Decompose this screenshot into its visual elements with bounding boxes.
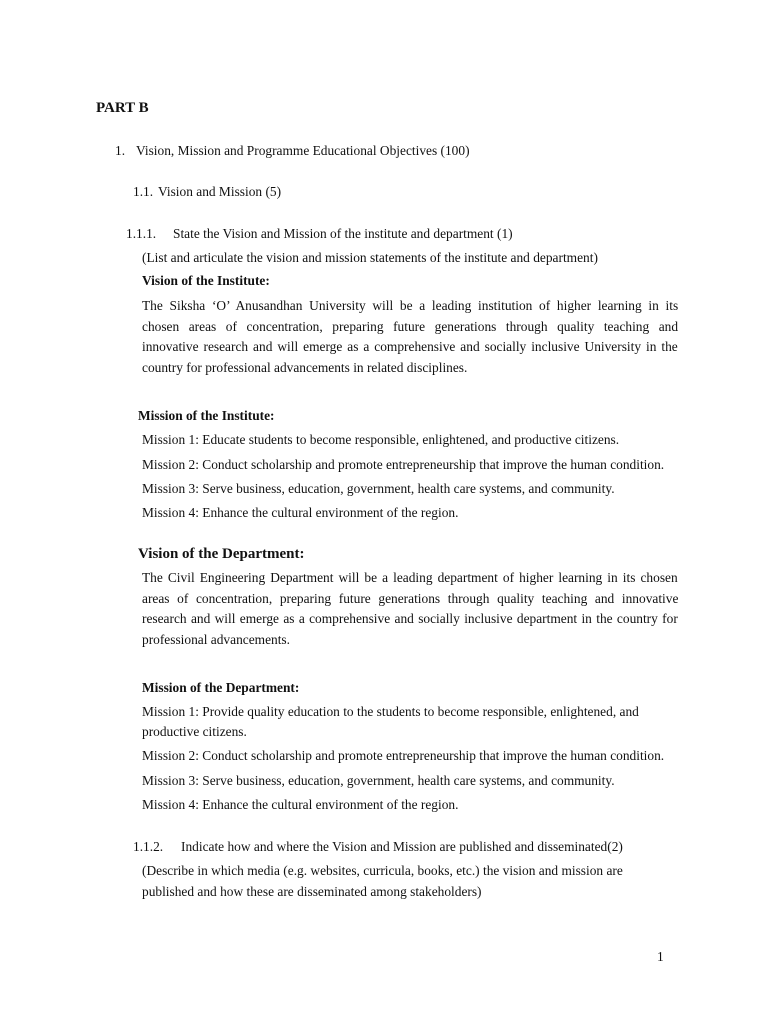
- institute-vision-line: The Siksha ‘O’ Anusandhan University will be a leading institution of higher learning in its: [142, 298, 679, 313]
- page-number: 1: [657, 949, 664, 964]
- section-1-1-1-title: State the Vision and Mission of the institute and department (1): [173, 226, 513, 241]
- institute-vision-line: innovative research and will emerge as a comprehensive and socially inclusive University in the: [142, 339, 678, 354]
- section-1-number: 1.: [115, 143, 126, 158]
- institute-mission-item: Mission 1: Educate students to become responsible, enlightened, and productive citizens.: [142, 432, 620, 447]
- institute-mission-item: Mission 4: Enhance the cultural environment of the region.: [142, 505, 459, 520]
- institute-mission-heading: Mission of the Institute:: [138, 408, 275, 423]
- department-mission-item: Mission 3: Serve business, education, government, health care systems, and community.: [142, 773, 615, 788]
- section-1-1-number: 1.1.: [133, 184, 154, 199]
- institute-vision-line: chosen areas of concentration, preparing future generations through quality teaching and: [142, 319, 679, 334]
- institute-vision-heading: Vision of the Institute:: [142, 273, 270, 288]
- section-1-1-title: Vision and Mission (5): [158, 184, 282, 199]
- institute-mission-item: Mission 2: Conduct scholarship and promote entrepreneurship that improve the human condition.: [142, 457, 665, 472]
- section-1-1-2-title: Indicate how and where the Vision and Mission are published and disseminated(2): [181, 839, 623, 854]
- section-1-1-1-instruction: (List and articulate the vision and mission statements of the institute and department): [142, 250, 598, 265]
- section-1-title: Vision, Mission and Programme Educational Objectives (100): [136, 143, 470, 158]
- department-mission-item: Mission 4: Enhance the cultural environment of the region.: [142, 797, 459, 812]
- department-vision-line: research and will emerge as a comprehensive and socially inclusive department in the country for: [142, 611, 678, 626]
- section-1-1-2-instruction-line: (Describe in which media (e.g. websites, curricula, books, etc.) the vision and mission are: [142, 863, 623, 878]
- department-mission-item: Mission 1: Provide quality education to the students to become responsible, enlightened, and: [142, 704, 639, 719]
- department-vision-line: professional advancements.: [142, 632, 290, 647]
- department-mission-heading: Mission of the Department:: [142, 680, 300, 695]
- part-title: PART B: [96, 100, 149, 116]
- department-vision-line: The Civil Engineering Department will be a leading department of higher learning in its chosen: [142, 570, 678, 585]
- section-1-1-1-number: 1.1.1.: [126, 226, 157, 241]
- institute-mission-item: Mission 3: Serve business, education, government, health care systems, and community.: [142, 481, 615, 496]
- section-1-1-2-number: 1.1.2.: [133, 839, 164, 854]
- institute-vision-line: country for professional advancements in related disciplines.: [142, 360, 468, 375]
- department-mission-item: productive citizens.: [142, 724, 247, 739]
- section-1-1-2-instruction-line: published and how these are disseminated among stakeholders): [142, 884, 482, 899]
- department-vision-line: areas of concentration, preparing future generations through quality teaching and innovative: [142, 591, 679, 606]
- department-mission-item: Mission 2: Conduct scholarship and promote entrepreneurship that improve the human condition.: [142, 748, 665, 763]
- department-vision-heading: Vision of the Department:: [138, 546, 305, 562]
